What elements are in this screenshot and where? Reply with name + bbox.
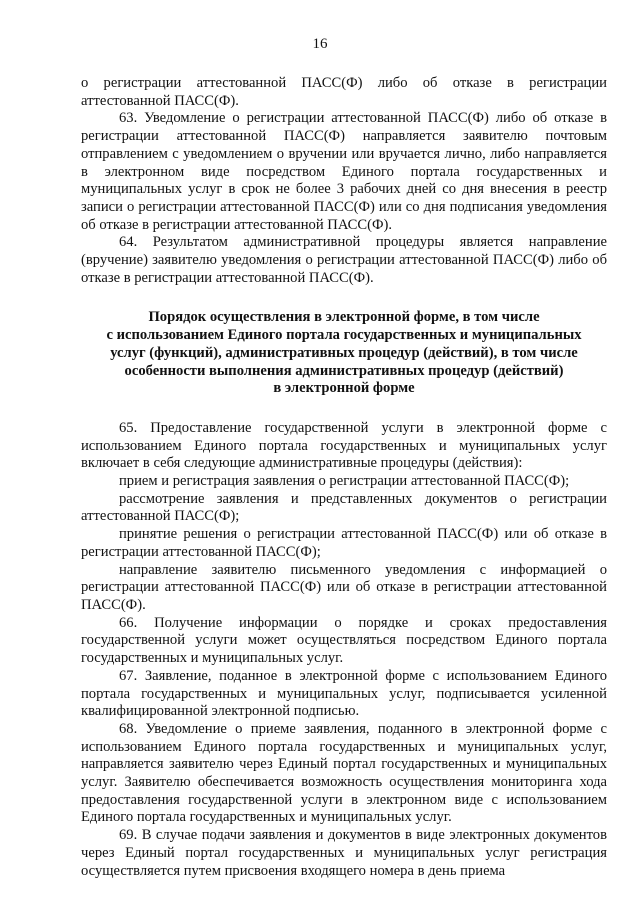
list-item-procedure: рассмотрение заявления и представленных документов о регистрации аттестованной ПАСС(Ф); [81, 490, 607, 525]
paragraph-68: 68. Уведомление о приеме заявления, поданного в электронной форме с использованием Единого портала государственных и муниципальных услуг, направляется заявителю через Единый портал государственных и муниципальных услуг. Заявителю обеспечивается возможность осуществления мониторинга хода предоставления государственной услуги в электронном виде с использованием Единого портала государственных и муниципальных услуг. [81, 720, 607, 826]
heading-line: услуг (функций), административных процедур (действий), в том числе [110, 344, 578, 361]
heading-line: с использованием Единого портала государственных и муниципальных [106, 327, 582, 344]
paragraph-65: 65. Предоставление государственной услуги в электронной форме с использованием Единого портала государственных и муниципальных услуг включает в себя следующие административные процедуры (действия): [81, 419, 607, 472]
heading-line: в электронной форме [273, 380, 415, 397]
list-item-procedure: принятие решения о регистрации аттестованной ПАСС(Ф) или об отказе в регистрации аттестованной ПАСС(Ф); [81, 526, 607, 560]
paragraph-69: 69. В случае подачи заявления и документов в виде электронных документов через Единый портал государственных и муниципальных услуг регистрация осуществляется путем присвоения входящего номера в день приема [81, 827, 607, 879]
list-item-procedure: прием и регистрация заявления о регистрации аттестованной ПАСС(Ф); [119, 473, 570, 490]
document-body [81, 75, 607, 880]
heading-line: Порядок осуществления в электронной форме, в том числе [148, 309, 540, 326]
heading-line: особенности выполнения административных процедур (действий) [124, 362, 564, 379]
paragraph-continuation: о регистрации аттестованной ПАСС(Ф) либо об отказе в регистрации аттестованной ПАСС(Ф). [81, 75, 607, 109]
page-number: 16 [312, 36, 328, 52]
list-item-procedure: направление заявителю письменного уведомления с информацией о регистрации аттестованной ПАСС(Ф) или об отказе в регистрации аттестованной ПАСС(Ф). [81, 561, 607, 613]
paragraph-67: 67. Заявление, поданное в электронной форме с использованием Единого портала государственных и муниципальных услуг, подписывается усиленной квалифицированной электронной подписью. [81, 667, 607, 720]
paragraph-64: 64. Результатом административной процедуры является направление (вручение) заявителю уведомления о регистрации аттестованной ПАСС(Ф) либо об отказе в регистрации аттестованной ПАСС(Ф). [81, 234, 607, 286]
section-heading [81, 309, 607, 398]
paragraph-63: 63. Уведомление о регистрации аттестованной ПАСС(Ф) либо об отказе в регистрации аттестованной ПАСС(Ф) направляется заявителю почтовым отправлением с уведомлением о вручении или вручается лично, либо направляется в электронном виде посредством Единого портала государственных и муниципальных услуг в срок не более 3 рабочих дней со дня внесения в реестр записи о регистрации аттестованной ПАСС(Ф) или со дня подписания уведомления об отказе в регистрации аттестованной ПАСС(Ф). [81, 110, 607, 233]
paragraph-66: 66. Получение информации о порядке и сроках предоставления государственной услуги может осуществляться посредством Единого портала государственных и муниципальных услуг. [81, 614, 607, 667]
